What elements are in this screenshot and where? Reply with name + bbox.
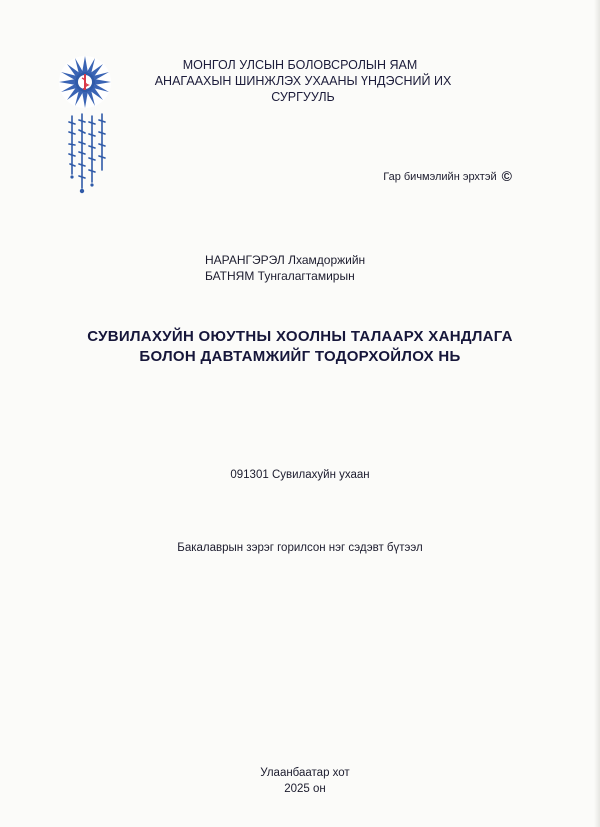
thesis-title-line: БОЛОН ДАВТАМЖИЙГ ТОДОРХОЙЛОХ НЬ bbox=[139, 348, 461, 365]
degree-statement: Бакалаврын зэрэг горилсон нэг сэдэвт бүтээл bbox=[177, 542, 423, 554]
specialty-code: 091301 Сувилахуйн ухаан bbox=[230, 469, 370, 481]
place-and-year bbox=[0, 765, 600, 797]
author-name: БАТНЯМ Тунгалагтамирын bbox=[205, 269, 355, 283]
thesis-title bbox=[0, 327, 600, 367]
thesis-title-line: СУВИЛАХУЙН ОЮУТНЫ ХООЛНЫ ТАЛААРХ ХАНДЛАГА bbox=[87, 328, 513, 345]
city-name: Улаанбаатар хот bbox=[260, 767, 350, 779]
copyright-text: Гар бичмэлийн эрхтэй bbox=[383, 171, 497, 183]
ministry-name: МОНГОЛ УЛСЫН БОЛОВСРОЛЫН ЯАМ bbox=[182, 58, 418, 72]
university-emblem-icon bbox=[52, 50, 122, 200]
authors-block bbox=[205, 252, 365, 284]
institution-header bbox=[130, 57, 470, 105]
page-edge-shadow bbox=[594, 0, 600, 827]
university-name: АНАГААХЫН ШИНЖЛЭХ УХААНЫ ҮНДЭСНИЙ ИХ СУРГУУЛЬ bbox=[154, 74, 452, 104]
author-name: НАРАНГЭРЭЛ Лхамдоржийн bbox=[205, 253, 366, 267]
year: 2025 он bbox=[284, 783, 326, 795]
copyright-icon: © bbox=[501, 168, 512, 184]
copyright-notice bbox=[383, 168, 512, 184]
